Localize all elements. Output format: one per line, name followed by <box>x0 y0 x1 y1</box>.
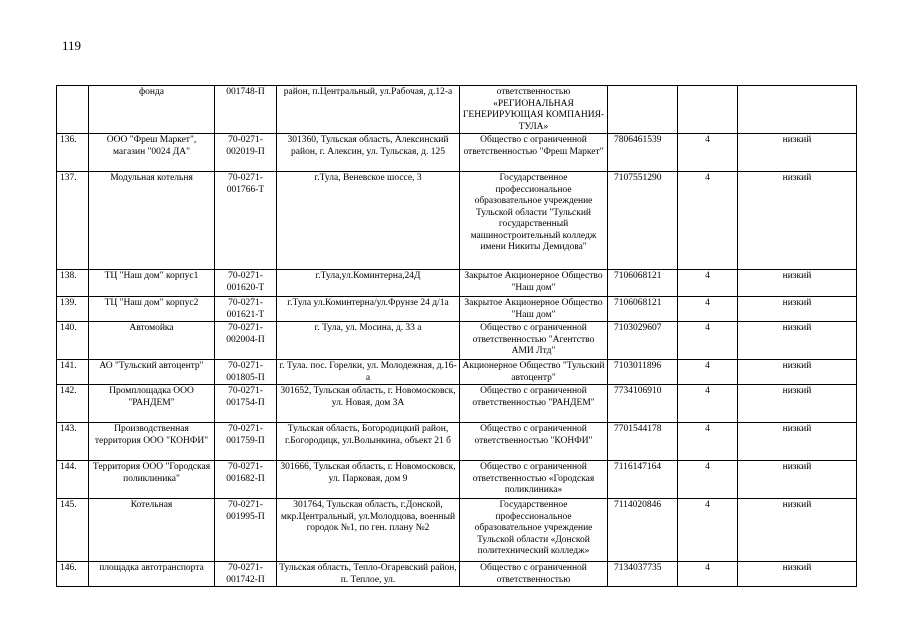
registry-table <box>56 85 857 587</box>
object-name: Модульная котельня <box>89 172 215 270</box>
risk-level: низкий <box>738 270 857 297</box>
risk-level: низкий <box>738 562 857 587</box>
category: 4 <box>678 172 738 270</box>
inn-number: 7701544178 <box>608 423 678 461</box>
category: 4 <box>678 360 738 385</box>
object-name: АО "Тульский автоцентр" <box>89 360 215 385</box>
inn-number: 7103011896 <box>608 360 678 385</box>
owner-organization: Акционерное Общество "Тульский автоцентр" <box>460 360 608 385</box>
registration-code: 70-0271-001759-П <box>215 423 277 461</box>
owner-organization: ответственностью «РЕГИОНАЛЬНАЯ ГЕНЕРИРУЮЩАЯ КОМПАНИЯ-ТУЛА» <box>460 86 608 134</box>
owner-organization: Общество с ограниченной ответственностью "Агентство АМИ Лтд" <box>460 322 608 360</box>
owner-organization: Общество с ограниченной ответственностью "КОНФИ" <box>460 423 608 461</box>
owner-organization: Общество с ограниченной ответственностью <box>460 562 608 587</box>
registration-code: 70-0271-001682-П <box>215 461 277 499</box>
object-address: г.Тула ул.Коминтерна/ул.Фрунзе 24 д/1а <box>277 297 460 322</box>
registration-code: 001748-П <box>215 86 277 134</box>
owner-organization: Государственное профессиональное образовательное учреждение Тульской области «Донской политехнический колледж» <box>460 499 608 562</box>
table-row <box>57 385 857 423</box>
inn-number: 7106068121 <box>608 297 678 322</box>
category: 4 <box>678 562 738 587</box>
owner-organization: Закрытое Акционерное Общество "Наш дом" <box>460 297 608 322</box>
object-address: г. Тула. пос. Горелки, ул. Молодежная, д.16-а <box>277 360 460 385</box>
inn-number: 7114020846 <box>608 499 678 562</box>
category: 4 <box>678 270 738 297</box>
registration-code: 70-0271-001742-П <box>215 562 277 587</box>
object-name: ТЦ "Наш дом" корпус2 <box>89 297 215 322</box>
table-row <box>57 86 857 134</box>
row-number: 136. <box>57 134 89 172</box>
object-address: район, п.Центральный, ул.Рабочая, д.12-а <box>277 86 460 134</box>
table-row <box>57 270 857 297</box>
object-name: Автомойка <box>89 322 215 360</box>
object-address: г.Тула, Веневское шоссе, 3 <box>277 172 460 270</box>
table-row <box>57 297 857 322</box>
page-number: 119 <box>62 38 82 53</box>
row-number: 140. <box>57 322 89 360</box>
inn-number: 7806461539 <box>608 134 678 172</box>
owner-organization: Закрытое Акционерное Общество "Наш дом" <box>460 270 608 297</box>
row-number: 144. <box>57 461 89 499</box>
row-number: 146. <box>57 562 89 587</box>
row-number: 138. <box>57 270 89 297</box>
table-row <box>57 499 857 562</box>
row-number: 141. <box>57 360 89 385</box>
object-name: Промплощадка ООО "РАНДЕМ" <box>89 385 215 423</box>
owner-organization: Общество с ограниченной ответственностью "Фреш Маркет" <box>460 134 608 172</box>
inn-number: 7103029607 <box>608 322 678 360</box>
owner-organization: Общество с ограниченной ответственностью «Городская поликлиника» <box>460 461 608 499</box>
table-row <box>57 322 857 360</box>
object-name: ООО "Фреш Маркет", магазин "0024 ДА" <box>89 134 215 172</box>
registration-code: 70-0271-001766-Т <box>215 172 277 270</box>
row-number: 145. <box>57 499 89 562</box>
inn-number <box>608 86 678 134</box>
inn-number: 7134037735 <box>608 562 678 587</box>
table-row <box>57 423 857 461</box>
object-name: Производственная территория ООО "КОНФИ" <box>89 423 215 461</box>
category <box>678 86 738 134</box>
object-address: Тульская область, Тепло-Огаревский район, п. Теплое, ул. <box>277 562 460 587</box>
category: 4 <box>678 297 738 322</box>
registration-code: 70-0271-001805-П <box>215 360 277 385</box>
risk-level <box>738 86 857 134</box>
risk-level: низкий <box>738 134 857 172</box>
risk-level: низкий <box>738 385 857 423</box>
category: 4 <box>678 461 738 499</box>
inn-number: 7116147164 <box>608 461 678 499</box>
owner-organization: Общество с ограниченной ответственностью "РАНДЕМ" <box>460 385 608 423</box>
table-row <box>57 172 857 270</box>
object-address: 301666, Тульская область, г. Новомосковск, ул. Парковая, дом 9 <box>277 461 460 499</box>
object-address: г. Тула, ул. Мосина, д. 33 а <box>277 322 460 360</box>
registration-code: 70-0271-001754-П <box>215 385 277 423</box>
object-name: ТЦ "Наш дом" корпус1 <box>89 270 215 297</box>
risk-level: низкий <box>738 322 857 360</box>
risk-level: низкий <box>738 297 857 322</box>
category: 4 <box>678 322 738 360</box>
row-number: 139. <box>57 297 89 322</box>
object-address: 301764, Тульская область, г.Донской, мкр.Центральный, ул.Молодцова, военный городок №1, по ген. плану №2 <box>277 499 460 562</box>
registration-code: 70-0271-001995-П <box>215 499 277 562</box>
risk-level: низкий <box>738 499 857 562</box>
registration-code: 70-0271-001620-Т <box>215 270 277 297</box>
row-number: 142. <box>57 385 89 423</box>
table-row <box>57 134 857 172</box>
inn-number: 7107551290 <box>608 172 678 270</box>
owner-organization: Государственное профессиональное образовательное учреждение Тульской области "Тульский государственный машиностроительный колледж имени Никиты Демидова" <box>460 172 608 270</box>
object-address: 301360, Тульская область, Алексинский район, г. Алексин, ул. Тульская, д. 125 <box>277 134 460 172</box>
category: 4 <box>678 134 738 172</box>
object-name: Котельная <box>89 499 215 562</box>
row-number <box>57 86 89 134</box>
inn-number: 7734106910 <box>608 385 678 423</box>
risk-level: низкий <box>738 461 857 499</box>
table-row <box>57 360 857 385</box>
row-number: 143. <box>57 423 89 461</box>
registration-code: 70-0271-001621-Т <box>215 297 277 322</box>
inn-number: 7106068121 <box>608 270 678 297</box>
category: 4 <box>678 499 738 562</box>
object-address: г.Тула,ул.Коминтерна,24Д <box>277 270 460 297</box>
object-address: 301652, Тульская область, г. Новомосковск, ул. Новая, дом 3А <box>277 385 460 423</box>
registration-code: 70-0271-002004-П <box>215 322 277 360</box>
row-number: 137. <box>57 172 89 270</box>
category: 4 <box>678 423 738 461</box>
object-name: Территория ООО "Городская поликлиника" <box>89 461 215 499</box>
object-address: Тульская область, Богородицкий район, г.Богородицк, ул.Волынкина, объект 21 б <box>277 423 460 461</box>
risk-level: низкий <box>738 423 857 461</box>
table-row <box>57 562 857 587</box>
object-name: фонда <box>89 86 215 134</box>
risk-level: низкий <box>738 360 857 385</box>
registration-code: 70-0271-002019-П <box>215 134 277 172</box>
category: 4 <box>678 385 738 423</box>
risk-level: низкий <box>738 172 857 270</box>
table-row <box>57 461 857 499</box>
object-name: площадка автотранспорта <box>89 562 215 587</box>
